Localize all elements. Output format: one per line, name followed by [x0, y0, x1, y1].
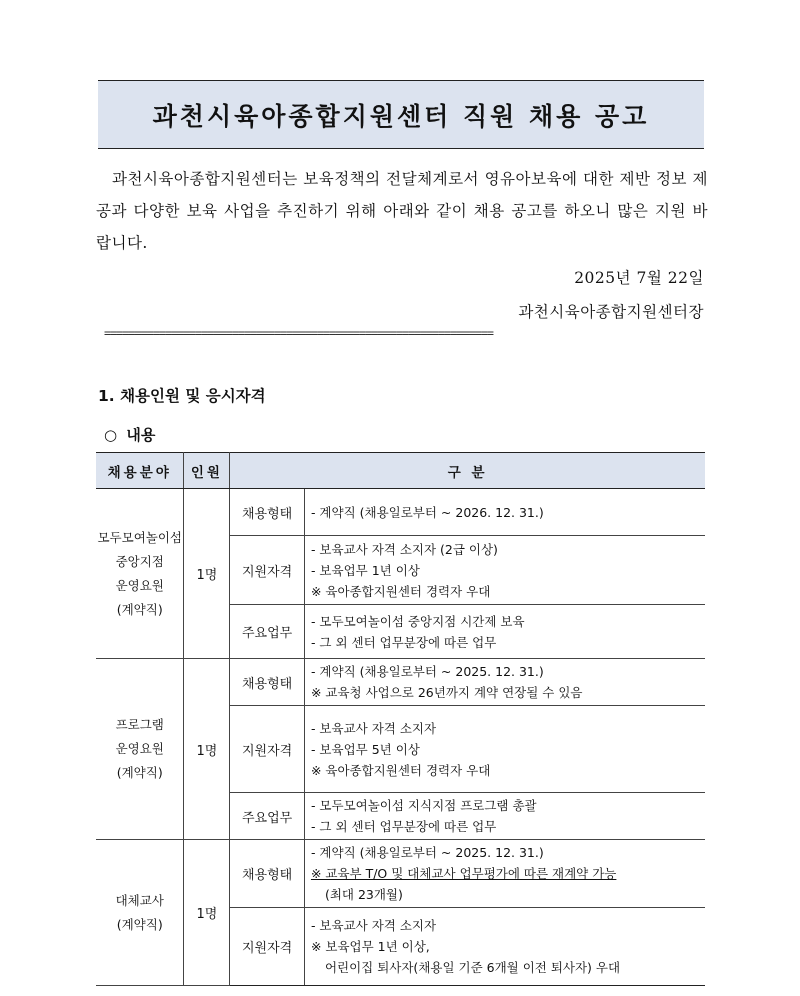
field-cell — [96, 489, 184, 659]
category-cell: 채용형태 — [230, 489, 305, 536]
separator-line: ================================================================ — [104, 326, 493, 340]
content-cell — [304, 536, 705, 605]
header-count: 인원 — [184, 453, 230, 489]
header-field: 채용분야 — [96, 453, 184, 489]
category-cell: 지원자격 — [230, 908, 305, 986]
field-cell — [96, 840, 184, 986]
content-line: 어린이집 퇴사자(채용일 기준 6개월 이전 퇴사자) 우대 — [324, 960, 621, 975]
category-cell: 지원자격 — [230, 536, 305, 605]
content-cell — [304, 793, 705, 840]
recruitment-table — [96, 452, 705, 986]
content-line: - 그 외 센터 업무분장에 따른 업무 — [310, 634, 497, 650]
title-banner — [98, 80, 704, 149]
subsection-title — [104, 424, 155, 445]
category-cell: 지원자격 — [230, 706, 305, 793]
content-line: - 계약직 (채용일로부터 ~ 2025. 12. 31.) — [310, 664, 544, 679]
table-row — [96, 489, 705, 536]
content-line: - 보육업무 5년 이상 — [310, 741, 420, 757]
circle-bullet: ○ — [104, 426, 118, 444]
field-line: (계약직) — [116, 601, 163, 617]
content-cell — [304, 908, 705, 986]
content-line: ※ 보육업무 1년 이상, — [310, 939, 430, 954]
content-line: ※ 육아종합지원센터 경력자 우대 — [310, 583, 491, 599]
subsection-label: 내용 — [126, 426, 156, 444]
field-line: 대체교사 — [115, 892, 164, 908]
content-line: - 모두모여놀이섬 지식지점 프로그램 총괄 — [310, 798, 537, 813]
field-cell — [96, 659, 184, 840]
section-title: 1. 채용인원 및 응시자격 — [98, 387, 266, 405]
field-line: (계약직) — [116, 916, 163, 932]
table-header-row — [96, 453, 705, 489]
field-line: 중앙지점 — [115, 553, 164, 569]
content-cell — [304, 489, 705, 536]
content-line: - 계약직 (채용일로부터 ~ 2025. 12. 31.) — [310, 845, 544, 860]
content-line: (최대 23개월) — [324, 887, 403, 902]
intro-paragraph — [96, 163, 708, 259]
content-line: - 보육교사 자격 소지자 — [310, 918, 437, 933]
category-cell: 채용형태 — [230, 840, 305, 908]
header-category: 구 분 — [230, 453, 705, 489]
field-line: 모두모여놀이섬 — [97, 529, 182, 545]
content-line: - 모두모여놀이섬 중앙지점 시간제 보육 — [310, 613, 525, 629]
field-line: (계약직) — [116, 765, 163, 780]
field-line: 운영요원 — [115, 577, 164, 593]
page-title: 과천시육아종합지원센터 직원 채용 공고 — [152, 101, 650, 131]
field-line: 운영요원 — [115, 741, 164, 756]
signer-name: 과천시육아종합지원센터장 — [518, 303, 704, 321]
content-line: - 보육교사 자격 소지자 — [310, 720, 437, 736]
field-line: 프로그램 — [115, 717, 164, 732]
content-line: - 계약직 (채용일로부터 ~ 2026. 12. 31.) — [310, 504, 544, 520]
table-row — [96, 840, 705, 908]
content-cell — [304, 706, 705, 793]
content-cell — [304, 605, 705, 659]
announcement-date: 2025년 7월 22일 — [574, 269, 704, 287]
content-cell — [304, 840, 705, 908]
content-line: - 그 외 센터 업무분장에 따른 업무 — [310, 819, 497, 834]
category-cell: 주요업무 — [230, 793, 305, 840]
category-cell: 채용형태 — [230, 659, 305, 706]
count-cell: 1명 — [184, 840, 230, 986]
content-line: ※ 교육부 T/O 및 대체교사 업무평가에 따른 재계약 가능 — [310, 866, 617, 881]
content-line: ※ 교육청 사업으로 26년까지 계약 연장될 수 있음 — [310, 685, 583, 700]
content-line: ※ 육아종합지원센터 경력자 우대 — [310, 762, 491, 778]
content-cell — [304, 659, 705, 706]
content-line: - 보육업무 1년 이상 — [310, 562, 420, 578]
category-cell: 주요업무 — [230, 605, 305, 659]
table-row — [96, 659, 705, 706]
count-cell: 1명 — [184, 659, 230, 840]
content-line: - 보육교사 자격 소지자 (2급 이상) — [310, 541, 498, 557]
intro-text: 과천시육아종합지원센터는 보육정책의 전달체계로서 영유아보육에 대한 제반 정보 제공과 다양한 보육 사업을 추진하기 위해 아래와 같이 채용 공고를 하오니 많은 지원 바랍니다. — [96, 170, 708, 252]
count-cell: 1명 — [184, 489, 230, 659]
